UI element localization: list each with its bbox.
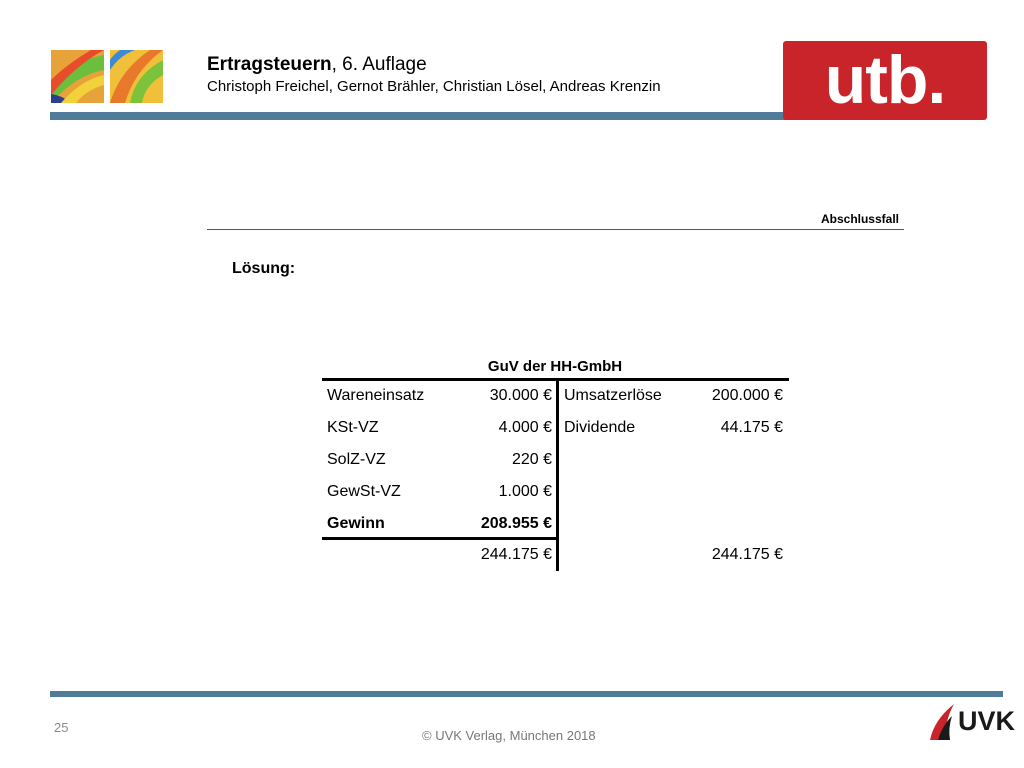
page-number: 25: [54, 720, 69, 735]
profit-label: Gewinn: [327, 515, 385, 532]
total-right: 244.175 €: [711, 546, 783, 563]
solution-heading: Lösung:: [232, 260, 296, 277]
book-title-edition: , 6. Auflage: [331, 54, 427, 75]
credit-value: 44.175 €: [720, 419, 783, 436]
account-center-line: [556, 378, 559, 571]
debit-label: SolZ-VZ: [327, 451, 386, 468]
account-total-line: [322, 537, 558, 540]
cover-thumbnail-2: [110, 50, 163, 103]
debit-value: 30.000 €: [489, 387, 552, 404]
debit-value: 220 €: [511, 451, 552, 468]
utb-logo: utb.: [783, 41, 987, 120]
credit-label: Dividende: [564, 419, 636, 436]
book-title-bold: Ertragsteuern: [207, 54, 332, 75]
copyright-notice: © UVK Verlag, München 2018: [422, 728, 596, 743]
total-left: 244.175 €: [480, 546, 552, 563]
account-title: GuV der HH-GmbH: [487, 358, 623, 375]
debit-label: Wareneinsatz: [327, 387, 425, 404]
book-title: [207, 54, 427, 76]
profit-value: 208.955 €: [480, 515, 552, 532]
section-label: Abschlussfall: [820, 212, 899, 226]
cover-thumbnail-1: [51, 50, 104, 103]
credit-label: Umsatzerlöse: [564, 387, 662, 404]
credit-value: 200.000 €: [711, 387, 783, 404]
debit-value: 1.000 €: [498, 483, 552, 500]
book-authors: Christoph Freichel, Gernot Brähler, Christian Lösel, Andreas Krenzin: [207, 78, 661, 95]
uvk-sail-icon: [928, 702, 958, 742]
debit-label: KSt-VZ: [327, 419, 379, 436]
debit-value: 4.000 €: [498, 419, 552, 436]
header-bar: [50, 112, 850, 120]
uvk-logo: [928, 702, 1016, 742]
uvk-logo-text: UVK: [958, 706, 1016, 736]
section-divider: [207, 229, 904, 230]
footer-bar: [50, 691, 1003, 697]
debit-label: GewSt-VZ: [327, 483, 401, 500]
